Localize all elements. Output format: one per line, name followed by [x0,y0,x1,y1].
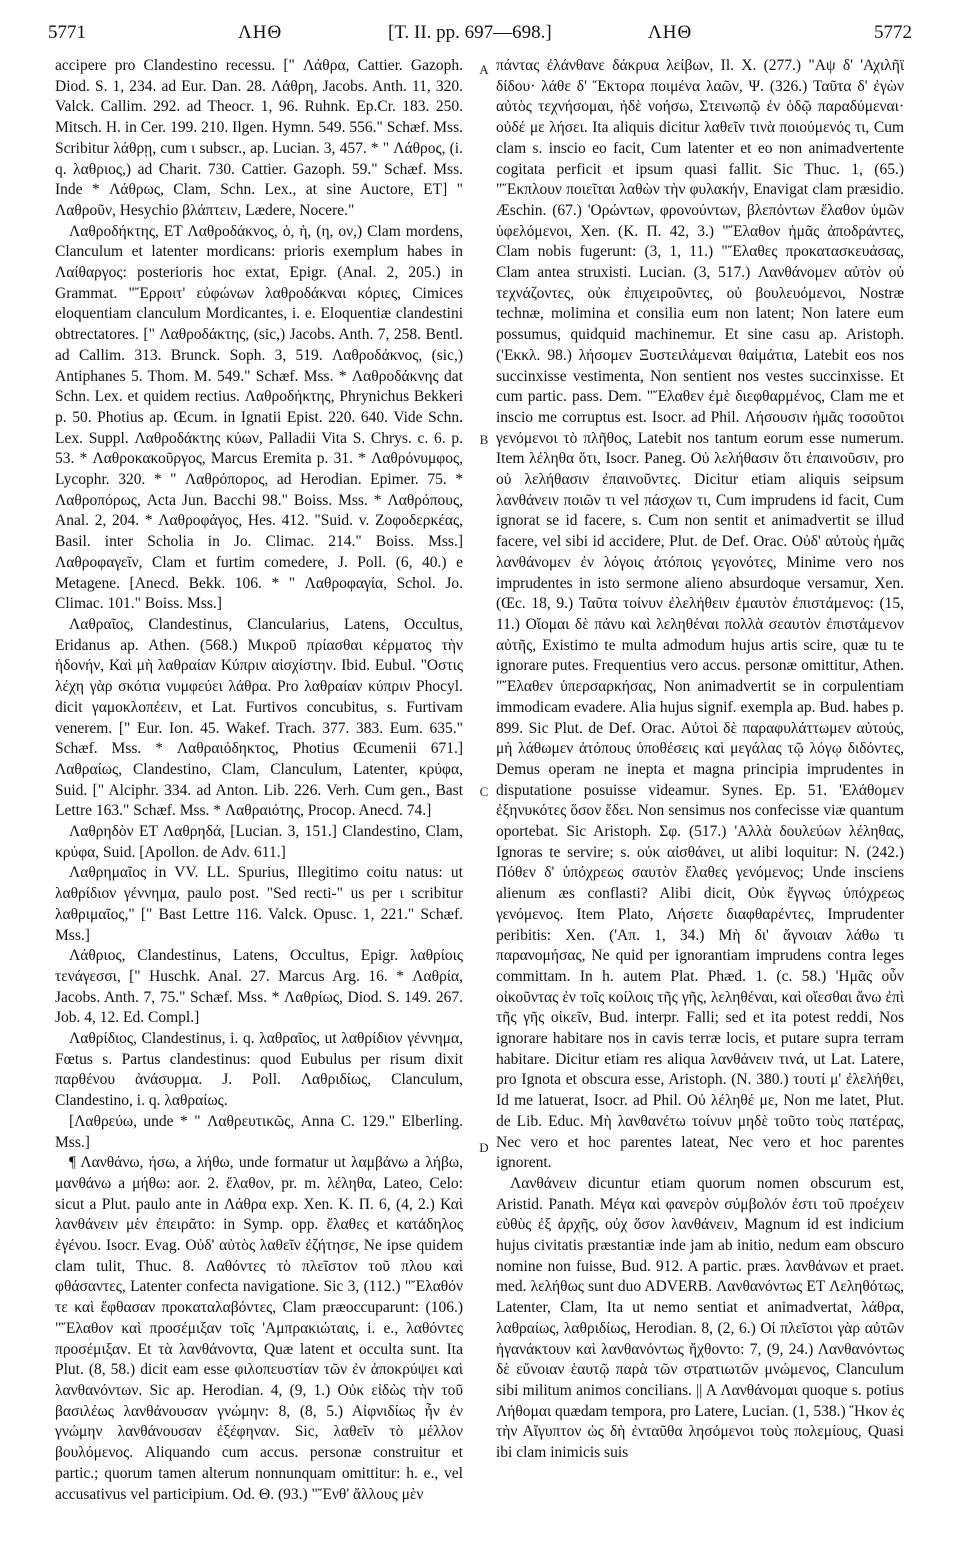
volume-page-reference: [T. II. pp. 697—698.] [388,22,552,43]
entry-paragraph: Λαθραῖος, Clandestinus, Clancularius, Latens, Occultus, Eridanus ap. Athen. (568.) Μικροῦ πρίασθαι κέρματος τὴν ἡδονήν, Καὶ μὴ λαθραίαν Κύπριν αἰσχίστην. Ibid. Eubul. "Οστις λέχη γὰρ σκότια νυμφεύει λάθρα. Pro λαθραίαν κύπριν Phocyl. dicit γαμοκλοπέειν, et Lat. Furtivos concubitus, s. Furtivam venerem. [" Eur. Ion. 45. Wakef. Trach. 377. 383. Eum. 635." Schæf. Mss. * Λαθραιόδηκτος, Photius Œcumenii 671.] Λαθραίως, Clandestino, Clam, Clanculum, Latenter, κρύφα, Suid. [" Alciphr. 334. ad Anton. Lib. 226. Verh. Cum gen., Bast Lettre 163." Schæf. Mss. * Λαθραιότης, Procop. Anecd. 74.] [55,615,463,820]
entry-paragraph: Λάθριος, Clandestinus, Latens, Occultus, Epigr. λαθρίοις τενάγεσσι, [" Huschk. Anal. 27. Marcus Arg. 16. * Λαθρία, Jacobs. Anth. 7, 75." Schæf. Mss. * Λαθρίως, Diod. S. 149. 267. Job. 4, 12. Ed. Compl.] [55,947,463,1027]
right-running-head: ΛΗΘ [648,22,693,43]
entry-paragraph: Λαθροδήκτης, ET Λαθροδάκνος, ὁ, ἡ, (η, ον,) Clam mordens, Clanculum et latenter mordicans: prioris exemplum habes in Λαίθαργος: posterioris hoc extat, Epigr. (Anal. 2, 205.) in Grammat. "Ἔρροιτ' εὐφώνων λαθροδάκναι κόριες, Cimices eloquentiam clanculum Mordicantes, i. e. Eloquentiæ clandestini obtrectatores. [" Λαθροδάκτης, (sic,) Jacobs. Anth. 7, 258. Bentl. ad Callim. 313. Brunck. Soph. 3, 519. Λαθροδάκνος, (sic,) Antiphanes 5. Thom. M. 549." Schæf. Mss. * Λαθροδάκνης dat Schn. Lex. et quidem rectius. Λαθροδήκτης, Phrynichus Bekkeri p. 50. Photius ap. Œcum. in Ignatii Epist. 220. 640. Vide Schn. Lex. Suppl. Λαθροδάκτης κύων, Palladii Vita S. Chrys. c. 6. p. 53. * Λαθροκακοῦργος, Marcus Eremita p. 31. * Λαθρόνυμφος, Lycophr. 320. * " Λαθρόπορος, ad Herodian. Epimer. 75. * Λαθροπόρως, Acta Jun. Bacchi 98." Boiss. Mss. * Λαθρόπους, Anal. 2, 204. * Λαθροφάγος, Hes. 412. "Suid. v. Ζοφοδερκέας, Basil. inter Scholia in Jo. Climac. 214." Boiss. Mss.] Λαθροφαγεῖν, Clam et furtim comedere, J. Poll. (6, 40.) e Metagene. [Anecd. Bekk. 106. * " Λαθροφαγία, Schol. Jo. Climac. 101." Boiss. Mss.] [55,222,463,613]
left-page-number: 5771 [48,22,86,43]
left-column [55,56,463,1536]
entry-paragraph: Λαθρίδιος, Clandestinus, i. q. λαθραῖος, ut λαθρίδιον γέννημα, Fœtus s. Partus clandestinus: quod Eubulus per risum dixit παρθένου ἀνάσυρμα. J. Poll. Λαθριδίως, Clanculum, Clandestino, i. q. λαθραίως. [55,1030,463,1110]
entry-paragraph: ¶ Λανθάνω, ήσω, a λήθω, unde formatur ut λαμβάνω a λήβω, μανθάνω a μήθω: aor. 2. ἔλαθον, pr. m. λέληθα, Lateo, Celo: sicut a Plut. paulo ante in Λάθρα exp. Xen. K. Π. 6, (4, 2.) Καὶ λανθάνειν μὲν ἐπειρᾶτο: in Symp. opp. ἔλαθες et κατάδηλος ἐγένου. Isocr. Evag. Οὐδ' αὐτὸς λαθεῖν ἐζήτησε, Ne ipse quidem clam tulit, Thuc. 8. Λαθόντες τὸ πλεῖστον τοῦ πλου καὶ φθάσαντες, Latenter confecta navigatione. Sic 3, (112.) "Ἔλαθόν τε καὶ ἔφθασαν προκαταλαβόντες, Clam præoccuparunt: (106.) "Ἔλαθον καὶ προσέμιξαν τοῖς 'Αμπρακιώταις, i. e., λαθόντες προσέμιξαν. Et τὰ λανθάνοντα, Quæ latent et occulta sunt. Ita Plut. (8, 58.) dicit eam esse φιλοπευστίαν τῶν ἐν ἀποκρύψει καὶ λανθανόντων. Sic ap. Herodian. 4, (9, 1.) Οὐκ εἰδὼς τὴν τοῦ βασιλέως λανθάνουσαν γνώμην: 8, (8, 5.) Αἰφνιδίως ἦν ἐν γνώμην λανθάνουσαν ἐξέφηναν. Sic, λαθεῖν τὸ μέλλον βουλόμενος. Aliquando cum accus. personæ construitur et partic.; quorum tamen alterum nonnunquam omittitur: h. e., vel accusativus vel participium. Od. Θ. (93.) "Ἔνθ' ἄλλους μὲν [55,1154,463,1503]
section-marker-b: B [479,432,489,447]
right-page-number: 5772 [874,22,912,43]
right-column [496,56,904,1536]
entry-paragraph: [Λαθρεύω, unde * " Λαθρευτικῶς, Anna C. 129." Elberling. Mss.] [55,1112,463,1151]
section-marker-d: D [479,1140,489,1155]
entry-paragraph: Λανθάνειν dicuntur etiam quorum nomen obscurum est, Aristid. Panath. Μέγα καὶ φανερὸν σύμβολόν ἐστι τοῦ προέχειν εὐθὺς ἐξ ἀρχῆς, οὐχ ὅσον λανθάνειν, Magnum id est indicium hujus civitatis præstantiæ inde jam ab initio, nedum eam obscuro nomine non fuisse, Bud. 912. A partic. præs. λανθάνων et praet. med. λελήθως sunt duo ADVERB. Λανθανόντως ET Λεληθότως, Latenter, Clam, Ita ut nemo sentiat et animadvertat, λάθρα, λαθραίως, λαθριδίως, Herodian. 8, (2, 6.) Οἱ πλεῖστοι γὰρ αὐτῶν ἠγανάκτουν καὶ λανθανόντως ἤχθοντο: 7, (9, 24.) Λανθανόντως δὲ εὔνοιαν ἑαυτῷ παρὰ τῶν στρατιωτῶν μνώμενος, Clanculum sibi militum animos concilians. || A Λανθάνομαι quoque s. potius Λήθομαι quædam tempora, pro Latere, Lucian. (1, 538.) Ἥκον ἐς τὴν Αἴγυπτον ὡς δὴ ἐνταῦθα λησόμενοι τοὺς πολεμίους, Quasi ibi clam inimicis suis [496,1174,904,1462]
entry-paragraph: Λαθρηδὸν ET Λαθρηδά, [Lucian. 3, 151.] Clandestino, Clam, κρύφα, Suid. [Apollon. de Adv. 611.] [55,823,463,861]
entry-paragraph: Λαθρημαῖος in VV. LL. Spurius, Illegitimo coitu natus: ut λαθρίδιον γέννημα, paulo post. "Sed recti-" us per ι scribitur λαθριμαῖος," [" Bast Lettre 116. Valck. Opusc. 1, 221." Schæf. Mss.] [55,864,463,944]
entry-paragraph: πάντας ἐλάνθανε δάκρυα λείβων, Il. X. (277.) "Αψ δ' 'Αχιλῆϊ δίδου· λάθε δ' Ἕκτορα ποιμένα λαῶν, Ψ. (326.) Ταῦτα δ' ἐγὼν αὐτὸς τεχνήσομαι, ἠδὲ νοήσω, Στεινωπῷ ἐν ὁδῷ παραδύμεναι· οὐδέ με λήσει. Ita aliquis dicitur λαθεῖν τινὰ ποιούμενός τι, Cum clam s. inscio eo facit, Cum latenter et eo non animadvertente cogitata perficit et ipsum quasi fallit. Sic Thuc. 1, (65.) "Ἔκπλουν ποιεῖται λαθὼν τὴν φυλακήν, Enavigat clam præsidio. Æschin. (67.) 'Ορώντων, φρονούντων, βλεπόντων ἔλαθον ὑμῶν ὑφελόμενοι, Xen. (K. Π. 42, 3.) "Ἔλαθον ἡμᾶς ἀποδράντες, Clam nobis fugerunt: (3, 1, 11.) "Ἔλαθες προκατασκευάσας, Clam antea struxisti. Lucian. (3, 517.) Λανθάνομεν αὐτὸν οὐ τεχνάζοντες, οὐκ ἐπιχειροῦντες, οὐ βουλευόμενοι, Nostræ technæ, molimina et consilia eum non latent; Non latere eum possumus, quidquid machinemur. Et sine casu ap. Aristoph. ('Εκκλ. 98.) λήσομεν Ξυστειλάμεναι θαἰμάτια, Latebit eos nos succinxisse vestimenta, Non sentient nos vestes succinxisse. Et cum partic. pass. Dem. "Ἔλαθεν ἐμὲ διεφθαρμένος, Clam me et inscio me corruptus est. Isocr. ad Phil. Λήσουσιν ἡμᾶς τοσοῦτοι γενόμενοι τὸ πλῆθος, Latebit nos tantum eorum esse numerum. Item λέληθα ὅτι, Isocr. Paneg. Οὐ λελήθασιν ὅτι ἐπαινοῦσιν, pro οὐ λελήθασιν ἐπαινοῦντες. Dicitur etiam aliquis seipsum λανθάνειν ποιῶν τι vel πάσχων τι, Cum imprudens id facit, Cum ignorat se id facere, s. Cum non sentit et animadvertit se illud facere, vel sibi id accidere, Plut. de Def. Orac. Οὐδ' αὐτοὺς ἡμᾶς λανθάνομεν ἐν λόγοις ἀτόποις γεγονότες, Minime vero nos imprudentes in isto sermone alieno absurdoque versamur, Xen. (Œc. 18, 9.) Ταῦτα τοίνυν ἐλελήθειν ἐμαυτὸν ἐπιστάμενος: (15, 11.) Οἴομαι δὲ πάνυ καὶ λεληθέναι πολλὰ σεαυτὸν ἐπιστάμενον αὐτῆς, Existimo te multa admodum hujus artis scire, quæ tu te ignorare putes. Frequentius vero accus. personæ omittitur, Athen. "Ἔλαθεν ὑπερσαρκήσας, Non animadvertit se in corpulentiam immodicam evadere. Alia hujus signif. exempla ap. Bud. habes p. 899. Sic Plut. de Def. Orac. Αὐτοὶ δὲ παραφυλάττωμεν αὐτούς, μὴ λάθωμεν ἀτόπους ὑποθέσεις καὶ μεγάλας τῷ λόγῳ διδόντες, Demus operam ne inepta et magna principia imprudentes in disputatione posuisse videamur. Synes. Ep. 51. 'Ελάθομεν ἐξηνυκότες ὅσον ἔδει. Non sensimus nos confecisse viæ quantum oportebat. Sic Aristoph. Σφ. (517.) 'Αλλὰ δουλεύων λέληθας, Ignoras te servire; s. οὐκ αἰσθάνει, ut alibi loquitur: N. (242.) Πόθεν δ' ὑπόχρεως σαυτὸν ἔλαθες γενόμενος; Unde insciens alienum æs conflasti? Alibi dicit, Οὐκ ἔγγνως ὑπόχρεως γενόμενος. Item Plato, Λήσετε διαφθαρέντες, Imprudenter peribitis: Xen. ('Απ. 1, 34.) Μὴ δι' ἄγνοιαν λάθω τι παρανομήσας, Ne quid per ignorantiam imprudens contra leges committam. In h. autem Plat. Phæd. 1. (c. 58.) 'Ημᾶς οὖν οἰκοῦντας ἐν τοῖς κοίλοις τῆς γῆς, λεληθέναι, καὶ οἴεσθαι ἄνω ἐπὶ τῆς γῆς οἰκεῖν, Bud. interpr. Falli; sed et ita potest reddi, Nos ignorare habitare nos in cavis terræ locis, et putare supra terram habitare. Dicitur etiam res aliqua λανθάνειν τινά, ut Lat. Latere, pro Ignota et obscura esse, Aristoph. (N. 380.) τουτί μ' ἐλελήθει, Id me latuerat, Isocr. ad Phil. Οὐ λέληθέ με, Non me latet, Plut. de Lib. Educ. Μὴ λανθανέτω τοίνυν μηδὲ τοῦτο τοὺς πατέρας, Nec vero et hoc parentes lateat, Nec vero et hoc parentes ignorent. [496,57,904,1172]
section-marker-a: A [479,62,489,77]
left-running-head: ΛΗΘ [238,22,283,43]
entry-paragraph: accipere pro Clandestino recessu. [" Λάθρα, Cattier. Gazoph. Diod. S. 1, 234. ad Eur. Dan. 28. Λάθρη, Jacobs. Anth. 11, 320. Valck. Callim. 292. ad Theocr. 1, 96. Ruhnk. Ep.Cr. 183. 250. Mitsch. H. in Cer. 199. 210. Ilgen. Hymn. 549. 556." Schæf. Mss. Scribitur λάθρῃ, cum ι subscr., ap. Lucian. 3, 457. * " Λάθρος, (i. q. λαθριος,) ad Charit. 730. Cattier. Gazoph. 59." Schæf. Mss. Inde * Λάθρως, Clam, Schn. Lex., at sine Auctore, ET] " Λαθροῦν, Hesychio βλάπτειν, Lædere, Nocere." [55,57,463,219]
page-header [48,22,912,52]
section-marker-c: C [479,784,489,799]
